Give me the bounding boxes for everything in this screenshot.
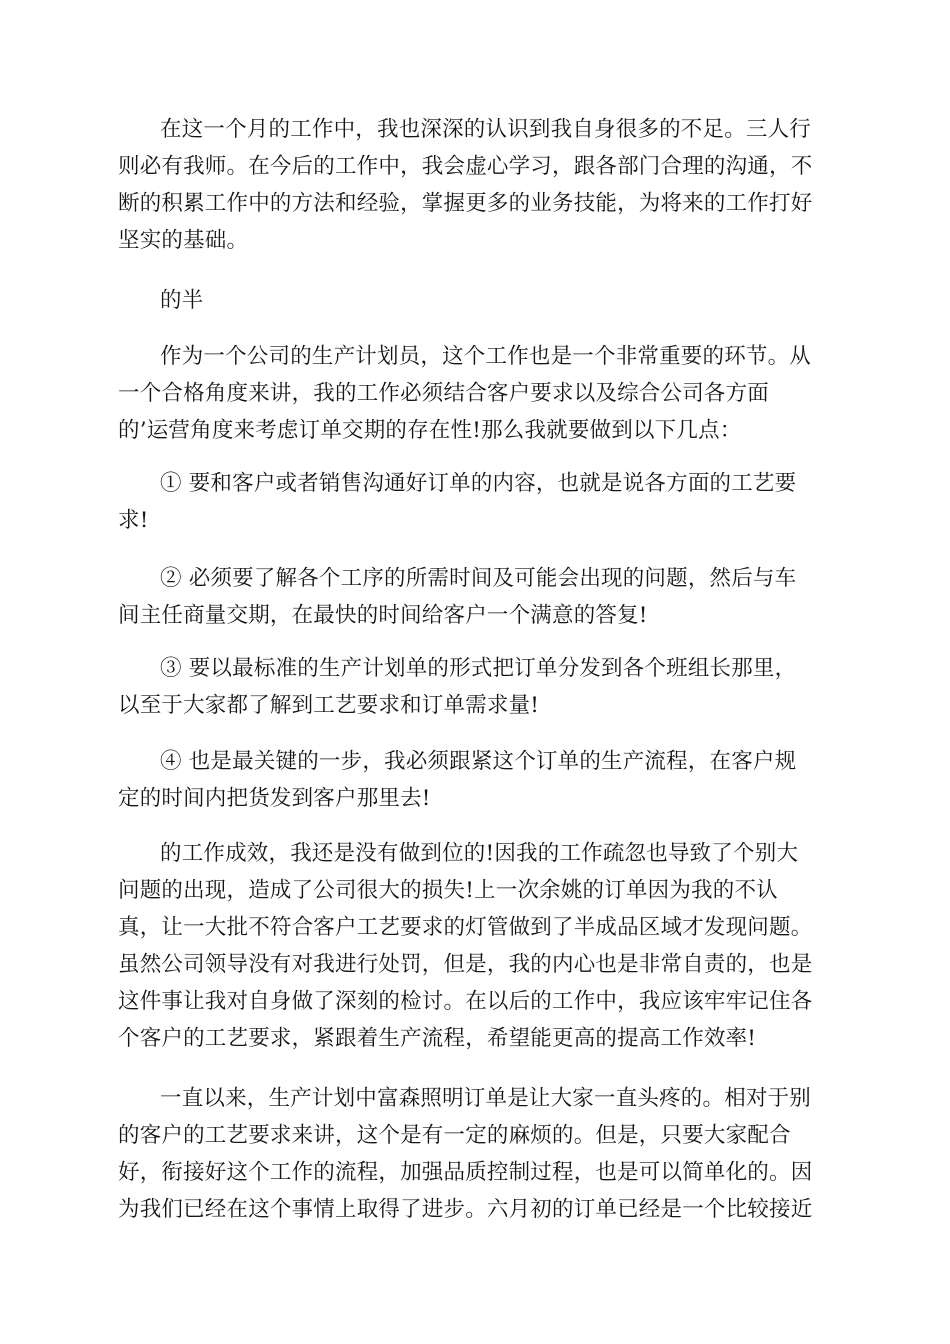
- list-item-2-line-2: 间主任商量交期，在最快的时间给客户一个满意的答复!: [118, 603, 648, 628]
- paragraph-9-line-4: 为我们已经在这个事情上取得了进步。六月初的订单已经是一个比较接近: [118, 1197, 813, 1222]
- paragraph-3-line-3: 的’运营角度来考虑订单交期的存在性!那么我就要做到以下几点：: [118, 418, 742, 443]
- paragraph-8-line-3: 真，让一大批不符合客户工艺要求的灯管做到了半成品区域才发现问题。: [118, 915, 813, 940]
- paragraph-9-line-3: 好，衔接好这个工作的流程，加强品质控制过程，也是可以简单化的。因: [118, 1160, 813, 1185]
- paragraph-9-line-2: 的客户的工艺要求来讲，这个是有一定的麻烦的。但是，只要大家配合: [118, 1123, 791, 1148]
- paragraph-1-line-1: 在这一个月的工作中，我也深深的认识到我自身很多的不足。三人行: [160, 117, 812, 142]
- paragraph-8-line-5: 这件事让我对自身做了深刻的检讨。在以后的工作中，我应该牢牢记住各: [118, 989, 813, 1014]
- list-item-3-line-1: ③ 要以最标准的生产计划单的形式把订单分发到各个班组长那里，: [160, 656, 797, 681]
- list-item-1-line-2: 求!: [118, 508, 149, 533]
- paragraph-1-line-3: 断的积累工作中的方法和经验，掌握更多的业务技能，为将来的工作打好: [118, 191, 813, 216]
- paragraph-8-line-6: 个客户的工艺要求，紧跟着生产流程，希望能更高的提高工作效率!: [118, 1026, 757, 1051]
- list-item-1-line-1: ① 要和客户或者销售沟通好订单的内容，也就是说各方面的工艺要: [160, 471, 797, 496]
- list-item-4-line-2: 定的时间内把货发到客户那里去!: [118, 786, 431, 811]
- paragraph-1-line-4: 坚实的基础。: [118, 228, 249, 253]
- paragraph-8-line-2: 问题的出现，造成了公司很大的损失!上一次余姚的订单因为我的不认: [118, 878, 778, 903]
- paragraph-3-line-1: 作为一个公司的生产计划员，这个工作也是一个非常重要的环节。从: [160, 344, 812, 369]
- list-item-2-line-1: ② 必须要了解各个工序的所需时间及可能会出现的问题，然后与车: [160, 566, 797, 591]
- paragraph-9-line-1: 一直以来，生产计划中富森照明订单是让大家一直头疼的。相对于别: [160, 1086, 812, 1111]
- paragraph-3-line-2: 一个合格角度来讲，我的工作必须结合客户要求以及综合公司各方面: [118, 381, 770, 406]
- paragraph-8-line-1: 的工作成效，我还是没有做到位的!因我的工作疏忽也导致了个别大: [160, 841, 799, 866]
- paragraph-8-line-4: 虽然公司领导没有对我进行处罚，但是，我的内心也是非常自责的，也是: [118, 952, 813, 977]
- paragraph-1-line-2: 则必有我师。在今后的工作中，我会虚心学习，跟各部门合理的沟通，不: [118, 154, 813, 179]
- paragraph-2-line-1: 的半: [160, 288, 204, 313]
- list-item-4-line-1: ④ 也是最关键的一步，我必须跟紧这个订单的生产流程，在客户规: [160, 749, 797, 774]
- list-item-3-line-2: 以至于大家都了解到工艺要求和订单需求量!: [118, 693, 540, 718]
